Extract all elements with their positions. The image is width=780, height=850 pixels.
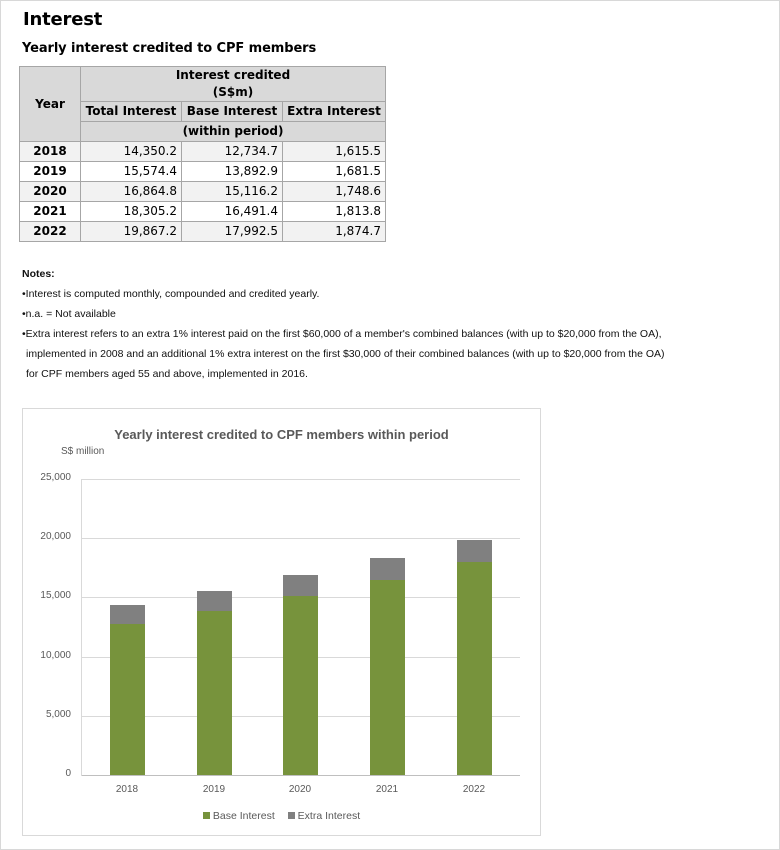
note-item-continued: implemented in 2008 and an additional 1% extra interest on the first $30,000 of their combined balances (with up to $20,000 from the OA) [26, 348, 665, 360]
y-axis-unit-label: S$ million [61, 446, 105, 457]
interest-table [19, 66, 386, 242]
gridline [82, 479, 520, 480]
base-value: 16,491.4 [182, 202, 283, 222]
table-row [20, 222, 386, 242]
y-tick-label: 25,000 [40, 472, 71, 483]
y-tick-label: 10,000 [40, 650, 71, 661]
notes-title: Notes: [22, 268, 55, 280]
row-year: 2018 [20, 142, 81, 162]
total-value: 15,574.4 [81, 162, 182, 182]
bar-extra-interest [283, 575, 318, 596]
note-item: •n.a. = Not available [22, 308, 116, 320]
note-item: •Extra interest refers to an extra 1% interest paid on the first $60,000 of a member's combined balances (with up to $20,000 from the OA), [22, 328, 662, 340]
bar-extra-interest [457, 540, 492, 562]
y-tick-label: 20,000 [40, 531, 71, 542]
extra-value: 1,874.7 [283, 222, 386, 242]
row-year: 2019 [20, 162, 81, 182]
base-value: 17,992.5 [182, 222, 283, 242]
x-tick-label: 2018 [115, 784, 139, 795]
legend-swatch-extra [288, 812, 295, 819]
note-item-continued: for CPF members aged 55 and above, implemented in 2016. [26, 368, 308, 380]
gridline [82, 775, 520, 776]
extra-value: 1,615.5 [283, 142, 386, 162]
row-year: 2022 [20, 222, 81, 242]
y-tick-label: 15,000 [40, 590, 71, 601]
row-year: 2020 [20, 182, 81, 202]
gridline [82, 538, 520, 539]
legend-item-base: Base Interest [203, 810, 275, 822]
within-period-header: (within period) [81, 122, 386, 142]
bar-base-interest [197, 611, 232, 775]
page-title: Interest [23, 9, 103, 30]
base-value: 13,892.9 [182, 162, 283, 182]
interest-chart [22, 408, 541, 836]
bar-base-interest [457, 562, 492, 775]
total-value: 16,864.8 [81, 182, 182, 202]
bar-extra-interest [370, 558, 405, 579]
table-row [20, 142, 386, 162]
section-title: Yearly interest credited to CPF members [22, 41, 317, 56]
x-tick-label: 2020 [288, 784, 312, 795]
bar-extra-interest [197, 591, 232, 611]
table-row [20, 202, 386, 222]
chart-title: Yearly interest credited to CPF members within period [114, 427, 449, 442]
chart-legend [23, 810, 540, 822]
total-value: 19,867.2 [81, 222, 182, 242]
table-row [20, 162, 386, 182]
group-header: Interest credited (S$m) [81, 67, 386, 102]
y-tick-label: 0 [65, 768, 71, 779]
notes-section [22, 264, 665, 384]
y-tick-label: 5,000 [45, 709, 71, 720]
x-tick-label: 2021 [375, 784, 399, 795]
col-total-interest: Total Interest [81, 102, 182, 122]
row-year: 2021 [20, 202, 81, 222]
extra-value: 1,748.6 [283, 182, 386, 202]
x-tick-label: 2019 [202, 784, 226, 795]
note-item: •Interest is computed monthly, compounded and credited yearly. [22, 288, 320, 300]
base-value: 15,116.2 [182, 182, 283, 202]
total-value: 18,305.2 [81, 202, 182, 222]
bar-base-interest [370, 580, 405, 775]
bar-base-interest [110, 624, 145, 775]
col-base-interest: Base Interest [182, 102, 283, 122]
bar-base-interest [283, 596, 318, 775]
extra-value: 1,681.5 [283, 162, 386, 182]
total-value: 14,350.2 [81, 142, 182, 162]
bar-extra-interest [110, 605, 145, 624]
legend-swatch-base [203, 812, 210, 819]
y-axis-line [81, 479, 82, 776]
legend-item-extra: Extra Interest [288, 810, 360, 822]
base-value: 12,734.7 [182, 142, 283, 162]
extra-value: 1,813.8 [283, 202, 386, 222]
year-header: Year [20, 67, 81, 142]
col-extra-interest: Extra Interest [283, 102, 386, 122]
table-row [20, 182, 386, 202]
x-tick-label: 2022 [462, 784, 486, 795]
